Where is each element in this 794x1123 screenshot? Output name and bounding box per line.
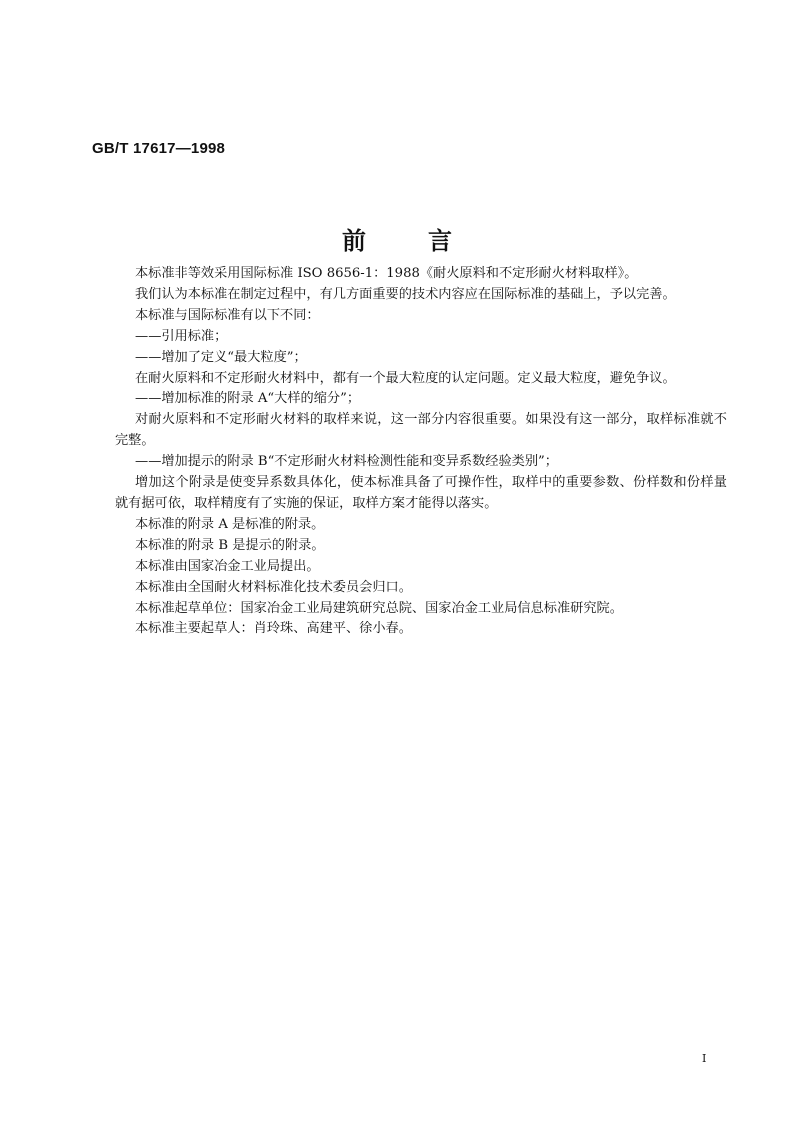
- title-char-1: 前: [342, 227, 366, 255]
- title-char-2: 言: [428, 227, 452, 255]
- paragraph: 本标准的附录 B 是提示的附录。: [135, 537, 325, 553]
- list-item: ——增加标准的附录 A“大样的缩分”；: [135, 391, 361, 407]
- paragraph: 本标准与国际标准有以下不同：: [135, 307, 320, 323]
- page-title: [0, 221, 794, 256]
- list-item: ——引用标准；: [135, 328, 228, 344]
- foreword-body: [115, 264, 727, 640]
- paragraph: 本标准非等效采用国际标准 ISO 8656-1：1988《耐火原料和不定形耐火材料取样》。: [135, 266, 638, 281]
- paragraph: 我们认为本标准在制定过程中，有几方面重要的技术内容应在国际标准的基础上，予以完善。: [135, 286, 676, 302]
- list-item: ——增加提示的附录 B“不定形耐火材料检测性能和变异系数经验类别”；: [135, 454, 558, 470]
- paragraph: 本标准的附录 A 是标准的附录。: [135, 516, 325, 532]
- paragraph: 本标准由全国耐火材料标准化技术委员会归口。: [135, 579, 412, 595]
- paragraph: 增加这个附录是使变异系数具体化，使本标准具备了可操作性，取样中的重要参数、份样数和份样量就有据可依，取样精度有了实施的保证，取样方案才能得以落实。: [115, 475, 727, 511]
- page-number: I: [702, 1052, 707, 1065]
- paragraph: 在耐火原料和不定形耐火材料中，都有一个最大粒度的认定问题。定义最大粒度，避免争议。: [135, 370, 676, 386]
- paragraph: 本标准起草单位：国家冶金工业局建筑研究总院、国家冶金工业局信息标准研究院。: [135, 600, 623, 616]
- list-item: ——增加了定义“最大粒度”；: [135, 349, 307, 365]
- paragraph: 本标准主要起草人：肖玲珠、高建平、徐小春。: [135, 621, 412, 637]
- paragraph: 本标准由国家冶金工业局提出。: [135, 558, 320, 574]
- paragraph: 对耐火原料和不定形耐火材料的取样来说，这一部分内容很重要。如果没有这一部分，取样标准就不完整。: [115, 412, 727, 449]
- standard-code: GB/T 17617—1998: [92, 140, 226, 157]
